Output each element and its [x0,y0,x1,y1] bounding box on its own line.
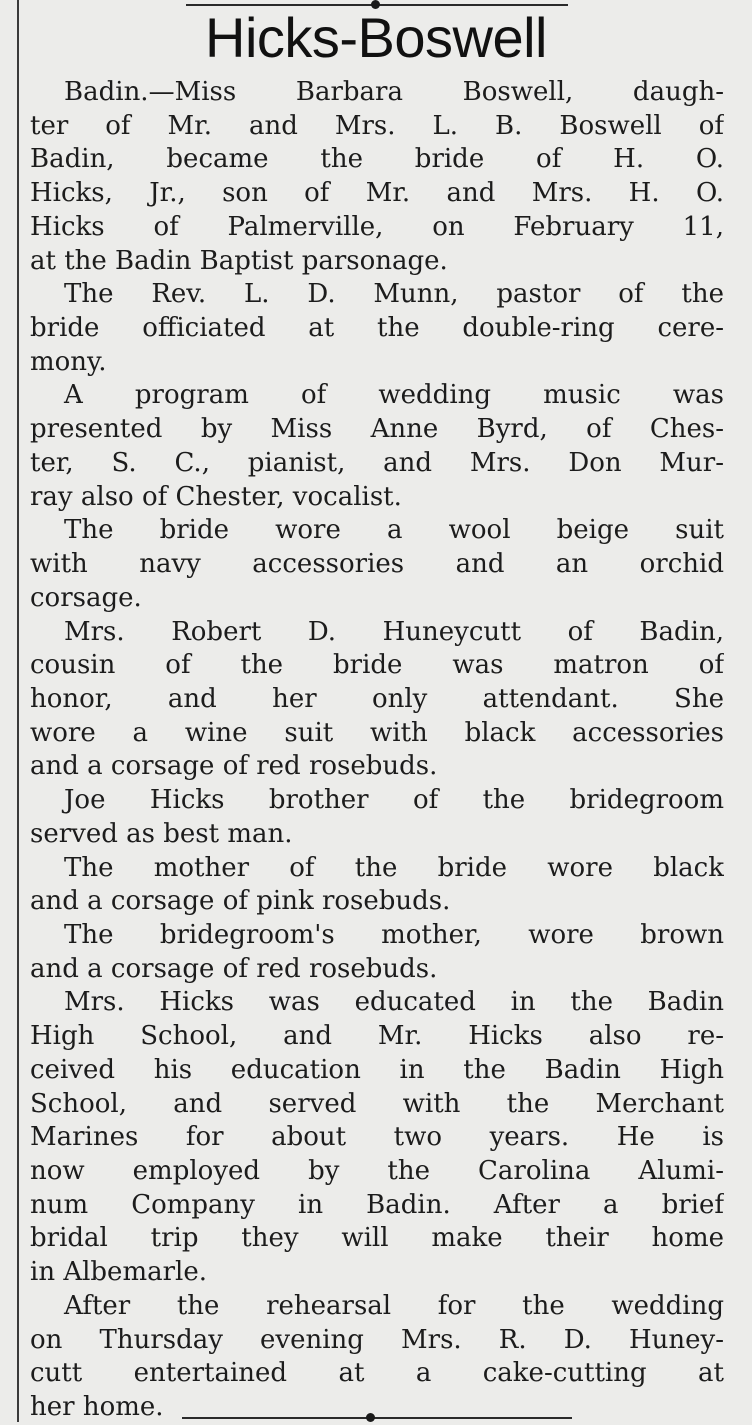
article-line: and a corsage of red rosebuds. [30,751,438,782]
bottom-rule [182,1417,572,1419]
article-line: her home. [30,1392,164,1423]
article-line: Hicks of Palmerville, on February 11, [30,211,724,242]
article-line: ter, S. C., pianist, and Mrs. Don Mur- [30,447,724,478]
article-line: ter of Mr. and Mrs. L. B. Boswell of [30,110,724,141]
article-line: Marines for about two years. He is [30,1122,724,1153]
article-line: on Thursday evening Mrs. R. D. Huney- [30,1324,724,1355]
article-line: num Company in Badin. After a brief [30,1189,724,1220]
article-line: with navy accessories and an orchid [30,549,724,580]
article-line: Badin, became the bride of H. O. [30,144,724,175]
article-line: cutt entertained at a cake-cutting at [30,1358,724,1389]
article-line: High School, and Mr. Hicks also re- [30,1021,724,1052]
article-line: Mrs. Hicks was educated in the Badin [64,987,724,1018]
article-line: The bridegroom's mother, wore brown [64,919,724,950]
article-line: The mother of the bride wore black [64,852,724,883]
column-border [17,0,19,1422]
article-line: in Albemarle. [30,1257,207,1288]
article-line: at the Badin Baptist parsonage. [30,245,448,276]
article-line: Hicks, Jr., son of Mr. and Mrs. H. O. [30,178,724,209]
article-line: School, and served with the Merchant [30,1088,724,1119]
bottom-rule-ornament [366,1413,375,1422]
article-line: mony. [30,346,107,377]
article-line: and a corsage of pink rosebuds. [30,886,451,917]
article-line: ray also of Chester, vocalist. [30,481,402,512]
article-line: cousin of the bride was matron of [30,650,724,681]
article-line: The Rev. L. D. Munn, pastor of the [64,279,724,310]
article-line: and a corsage of red rosebuds. [30,953,438,984]
article-line: ceived his education in the Badin High [30,1054,724,1085]
article-line: corsage. [30,582,142,613]
article-line: Mrs. Robert D. Huneycutt of Badin, [64,616,724,647]
article-line: bridal trip they will make their home [30,1223,724,1254]
article-line: After the rehearsal for the wedding [64,1290,724,1321]
headline: Hicks-Boswell [205,6,547,69]
article-line: Badin.—Miss Barbara Boswell, daugh- [64,77,724,107]
article-line: bride officiated at the double-ring cere- [30,313,724,344]
article-line: honor, and her only attendant. She [30,683,724,714]
article-line: A program of wedding music was [64,380,724,411]
article-line: wore a wine suit with black accessories [30,717,724,748]
article-line: presented by Miss Anne Byrd, of Ches- [30,414,724,445]
article-line: served as best man. [30,818,293,849]
article-line: Joe Hicks brother of the bridegroom [64,785,724,816]
article-line: The bride wore a wool beige suit [64,515,724,546]
article-body [30,76,724,1425]
article-line: now employed by the Carolina Alumi- [30,1156,724,1186]
